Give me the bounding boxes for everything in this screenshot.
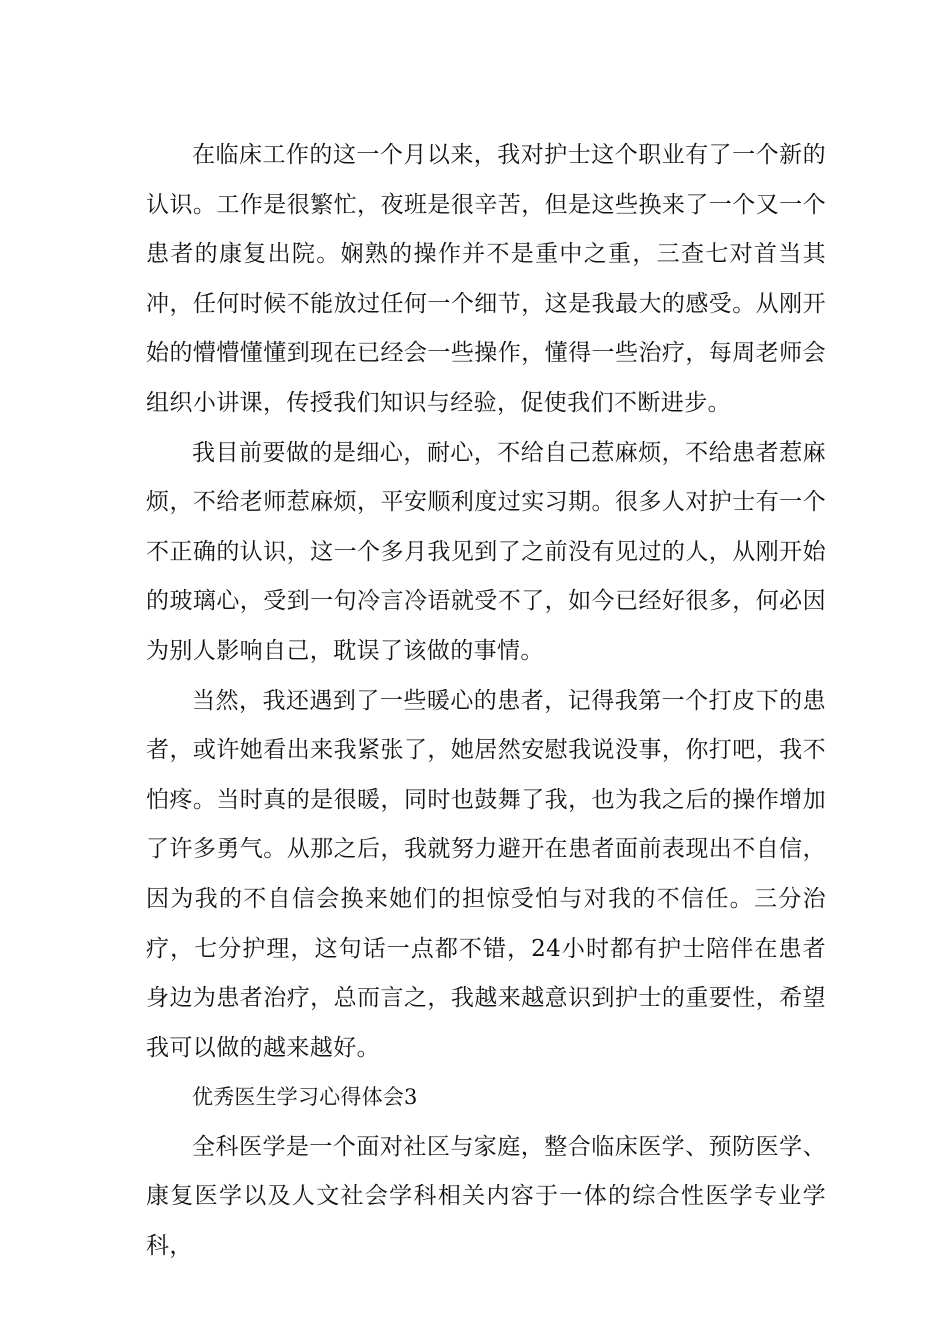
text-line: 因为我的不自信会换来她们的担惊受怕与对我的不信任。三分治疗， [146,885,826,962]
text-line: 患者的康复出院。娴熟的操作并不是重中之重，三查七对首当其冲， [146,241,826,317]
text-line: 全科医学是一个面对社区与家庭，整合临床医学、预防医学、 [192,1133,826,1160]
text-line: 任何时候不能放过任何一个细节，这是我最大的感受。从刚开始的 [146,290,826,367]
text-line: 七分护理，这句话一点都不错，24小时都有护士陪伴在患者身边为 [146,935,826,1012]
paragraph-warm-patients [146,677,826,1074]
text-line: 烦，不给老师惹麻烦，平安顺利度过实习期。很多人对护士有一个 [146,489,826,516]
text-line: 的玻璃心，受到一句冷言冷语就受不了，如今已经好很多，何必因 [146,588,826,615]
paragraph-clinical-work [146,131,826,429]
text-line: 怕疼。当时真的是很暖，同时也鼓舞了我，也为我之后的操作增加 [146,786,826,813]
text-line: 当然，我还遇到了一些暖心的患者，记得我第一个打皮下的患 [192,687,826,714]
document-body [146,131,826,1272]
text-line: 康复医学以及人文社会学科相关内容于一体的综合性医学专业学科， [146,1183,826,1260]
text-line: 了许多勇气。从那之后，我就努力避开在患者面前表现出不自信， [146,836,826,863]
paragraph-general-medicine [146,1123,826,1272]
text-line: 做的越来越好。 [216,1034,381,1061]
text-line: 懵懵懂懂到现在已经会一些操作，懂得一些治疗，每周老师会组织 [146,340,826,416]
text-line: 在临床工作的这一个月以来，我对护士这个职业有了一个新的 [192,142,826,168]
paragraph-current-goals [146,429,826,677]
text-line: 患者治疗，总而言之，我越来越意识到护士的重要性，希望我可以 [146,985,827,1061]
text-line: 为别人影响自己，耽误了该做的事情。 [146,637,544,664]
text-line: 小讲课，传授我们知识与经验，促使我们不断进步。 [192,389,732,416]
text-line: 认识。工作是很繁忙，夜班是很辛苦，但是这些换来了一个又一个 [146,191,826,218]
text-line: 者，或许她看出来我紧张了，她居然安慰我说没事，你打吧，我不 [146,737,826,764]
section-heading: 优秀医生学习心得体会3 [192,1085,418,1110]
text-line: 我目前要做的是细心，耐心，不给自己惹麻烦，不给患者惹麻 [192,439,826,466]
text-line: 不正确的认识，这一个多月我见到了之前没有见过的人，从刚开始 [146,538,826,565]
